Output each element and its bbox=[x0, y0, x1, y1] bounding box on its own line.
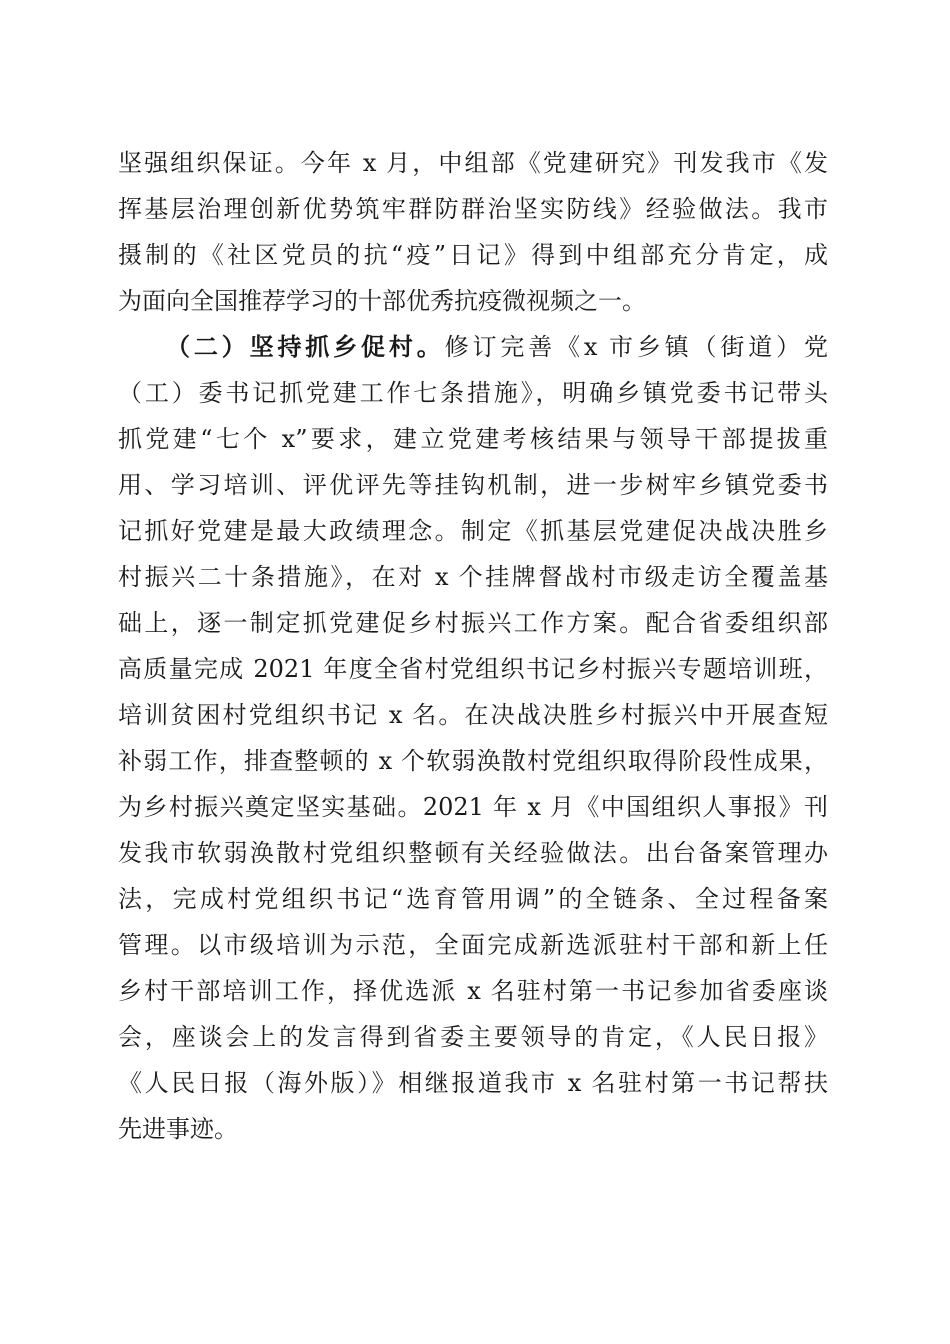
text-line: 记抓好党建是最大政绩理念。制定《抓基层党建促决战决胜乡 bbox=[118, 517, 828, 545]
text-line: 用、学习培训、评优评先等挂钩机制，进一步树牢乡镇党委书 bbox=[118, 471, 828, 499]
text-line: 法，完成村党组织书记“选育管用调”的全链条、全过程备案 bbox=[118, 885, 828, 913]
text-line: 发我市软弱涣散村党组织整顿有关经验做法。出台备案管理办 bbox=[118, 839, 828, 867]
paragraph-2 bbox=[118, 324, 828, 1152]
body-text bbox=[118, 140, 828, 1152]
text-line: 高质量完成 2021 年度全省村党组织书记乡村振兴专题培训班， bbox=[118, 655, 828, 683]
text-line: 补弱工作，排查整顿的 x 个软弱涣散村党组织取得阶段性成果， bbox=[118, 747, 828, 775]
text-line: 培训贫困村党组织书记 x 名。在决战决胜乡村振兴中开展查短 bbox=[118, 701, 828, 729]
text-line: （工）委书记抓党建工作七条措施》，明确乡镇党委书记带头 bbox=[118, 379, 828, 407]
section-heading: （二）坚持抓乡促村。 bbox=[166, 332, 445, 361]
text-line: 管理。以市级培训为示范，全面完成新选派驻村干部和新上任 bbox=[118, 931, 828, 959]
text-line: 村振兴二十条措施》，在对 x 个挂牌督战村市级走访全覆盖基 bbox=[118, 563, 828, 591]
text-line bbox=[118, 324, 828, 370]
text-line: 先进事迹。 bbox=[118, 1115, 238, 1143]
text-line: 为面向全国推荐学习的十部优秀抗疫微视频之一。 bbox=[118, 287, 646, 315]
text-line: 坚强组织保证。今年 x 月，中组部《党建研究》刊发我市《发 bbox=[118, 149, 828, 177]
heading-line-rest: 修订完善《x 市乡镇（街道）党 bbox=[444, 333, 828, 361]
text-line: 挥基层治理创新优势筑牢群防群治坚实防线》经验做法。我市 bbox=[118, 195, 828, 223]
paragraph-1 bbox=[118, 140, 828, 324]
text-line: 为乡村振兴奠定坚实基础。2021 年 x 月《中国组织人事报》刊 bbox=[118, 793, 828, 821]
text-line: 摄制的《社区党员的抗“疫”日记》得到中组部充分肯定，成 bbox=[118, 241, 828, 269]
text-line: 抓党建“七个 x”要求，建立党建考核结果与领导干部提拔重 bbox=[118, 425, 828, 453]
text-line: 会，座谈会上的发言得到省委主要领导的肯定，《人民日报》 bbox=[118, 1023, 828, 1051]
text-line: 乡村干部培训工作，择优选派 x 名驻村第一书记参加省委座谈 bbox=[118, 977, 828, 1005]
text-line: 《人民日报（海外版）》相继报道我市 x 名驻村第一书记帮扶 bbox=[118, 1069, 828, 1097]
text-line: 础上，逐一制定抓党建促乡村振兴工作方案。配合省委组织部 bbox=[118, 609, 828, 637]
